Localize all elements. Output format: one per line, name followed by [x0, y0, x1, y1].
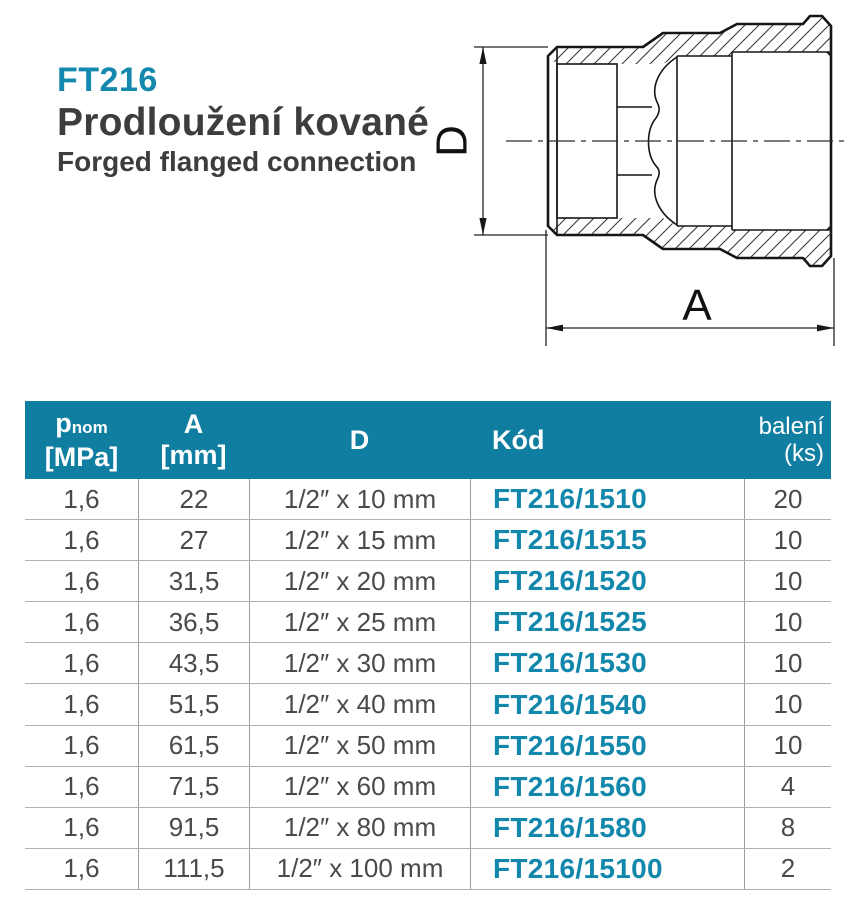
cell-code: FT216/1550 [470, 726, 744, 766]
header-pack-line1: balení [758, 413, 824, 440]
product-heading [57, 60, 429, 178]
cell-pnom: 1,6 [63, 730, 100, 761]
cell-code: FT216/1515 [470, 520, 744, 560]
cell-d: 1/2″ x 50 mm [249, 726, 470, 766]
header-pack [744, 413, 831, 467]
dimension-label-a: A [682, 281, 712, 330]
dimension-d-arrow-top [479, 47, 486, 64]
dimension-a-arrow-left [546, 325, 563, 332]
cell-pnom: 1,6 [63, 606, 100, 637]
cell-pack: 10 [744, 602, 831, 642]
cell-d: 1/2″ x 10 mm [249, 479, 470, 519]
table-row [25, 520, 831, 561]
spec-table-header [25, 401, 831, 479]
spec-table [25, 401, 831, 890]
spec-table-body [25, 479, 831, 890]
cell-pnom: 1,6 [63, 812, 100, 843]
cell-code: FT216/15100 [470, 849, 744, 889]
cell-pack: 10 [744, 643, 831, 683]
cell-pack: 10 [744, 684, 831, 724]
cell-d: 1/2″ x 100 mm [249, 849, 470, 889]
cell-code: FT216/1580 [470, 808, 744, 848]
cell-a: 27 [138, 520, 249, 560]
cell-a: 71,5 [138, 767, 249, 807]
cell-pnom: 1,6 [63, 689, 100, 720]
header-pnom-unit: [MPa] [44, 441, 119, 472]
cell-code: FT216/1510 [470, 479, 744, 519]
table-row [25, 849, 831, 890]
cell-a: 91,5 [138, 808, 249, 848]
cell-d: 1/2″ x 60 mm [249, 767, 470, 807]
cell-pnom: 1,6 [63, 771, 100, 802]
cell-pack: 2 [744, 849, 831, 889]
cell-pnom: 1,6 [63, 647, 100, 678]
cell-a: 43,5 [138, 643, 249, 683]
table-row [25, 643, 831, 684]
table-row [25, 602, 831, 643]
product-name-english: Forged flanged connection [57, 146, 417, 177]
dimension-a-arrow-right [817, 325, 834, 332]
table-row [25, 684, 831, 725]
cell-pack: 10 [744, 520, 831, 560]
table-row [25, 808, 831, 849]
table-row [25, 561, 831, 602]
technical-drawing-svg [428, 6, 852, 356]
cell-d: 1/2″ x 25 mm [249, 602, 470, 642]
header-code: Kód [492, 424, 545, 455]
header-pnom-symbol: p [55, 407, 72, 438]
cell-d: 1/2″ x 80 mm [249, 808, 470, 848]
cell-d: 1/2″ x 20 mm [249, 561, 470, 601]
technical-drawing [428, 6, 852, 356]
cell-d: 1/2″ x 30 mm [249, 643, 470, 683]
header-pack-line2: (ks) [784, 440, 824, 467]
table-row [25, 767, 831, 808]
cell-pack: 10 [744, 561, 831, 601]
cell-a: 22 [138, 479, 249, 519]
cell-pack: 20 [744, 479, 831, 519]
cell-a: 111,5 [138, 849, 249, 889]
cell-pnom: 1,6 [63, 524, 100, 555]
cell-a: 51,5 [138, 684, 249, 724]
header-a-unit: [mm] [160, 440, 227, 470]
cell-code: FT216/1560 [470, 767, 744, 807]
cell-a: 61,5 [138, 726, 249, 766]
header-pnom-subscript: nom [71, 417, 108, 437]
header-a-symbol: A [183, 409, 204, 439]
table-row [25, 726, 831, 767]
header-a [138, 409, 249, 471]
cell-a: 36,5 [138, 602, 249, 642]
cell-pack: 8 [744, 808, 831, 848]
cell-pack: 10 [744, 726, 831, 766]
cell-code: FT216/1525 [470, 602, 744, 642]
dimension-d-arrow-bottom [479, 218, 486, 235]
product-name-czech: Prodloužení kované [57, 101, 430, 144]
cell-pnom: 1,6 [63, 483, 100, 514]
cell-d: 1/2″ x 15 mm [249, 520, 470, 560]
header-d: D [349, 424, 370, 455]
cell-pnom: 1,6 [63, 565, 100, 596]
cell-code: FT216/1540 [470, 684, 744, 724]
cell-d: 1/2″ x 40 mm [249, 684, 470, 724]
cell-pnom: 1,6 [63, 853, 100, 884]
table-row [25, 479, 831, 520]
dimension-label-d: D [428, 125, 477, 157]
cell-code: FT216/1520 [470, 561, 744, 601]
product-code: FT216 [57, 61, 158, 99]
cell-pack: 4 [744, 767, 831, 807]
cell-code: FT216/1530 [470, 643, 744, 683]
cell-a: 31,5 [138, 561, 249, 601]
header-pnom [25, 408, 138, 473]
